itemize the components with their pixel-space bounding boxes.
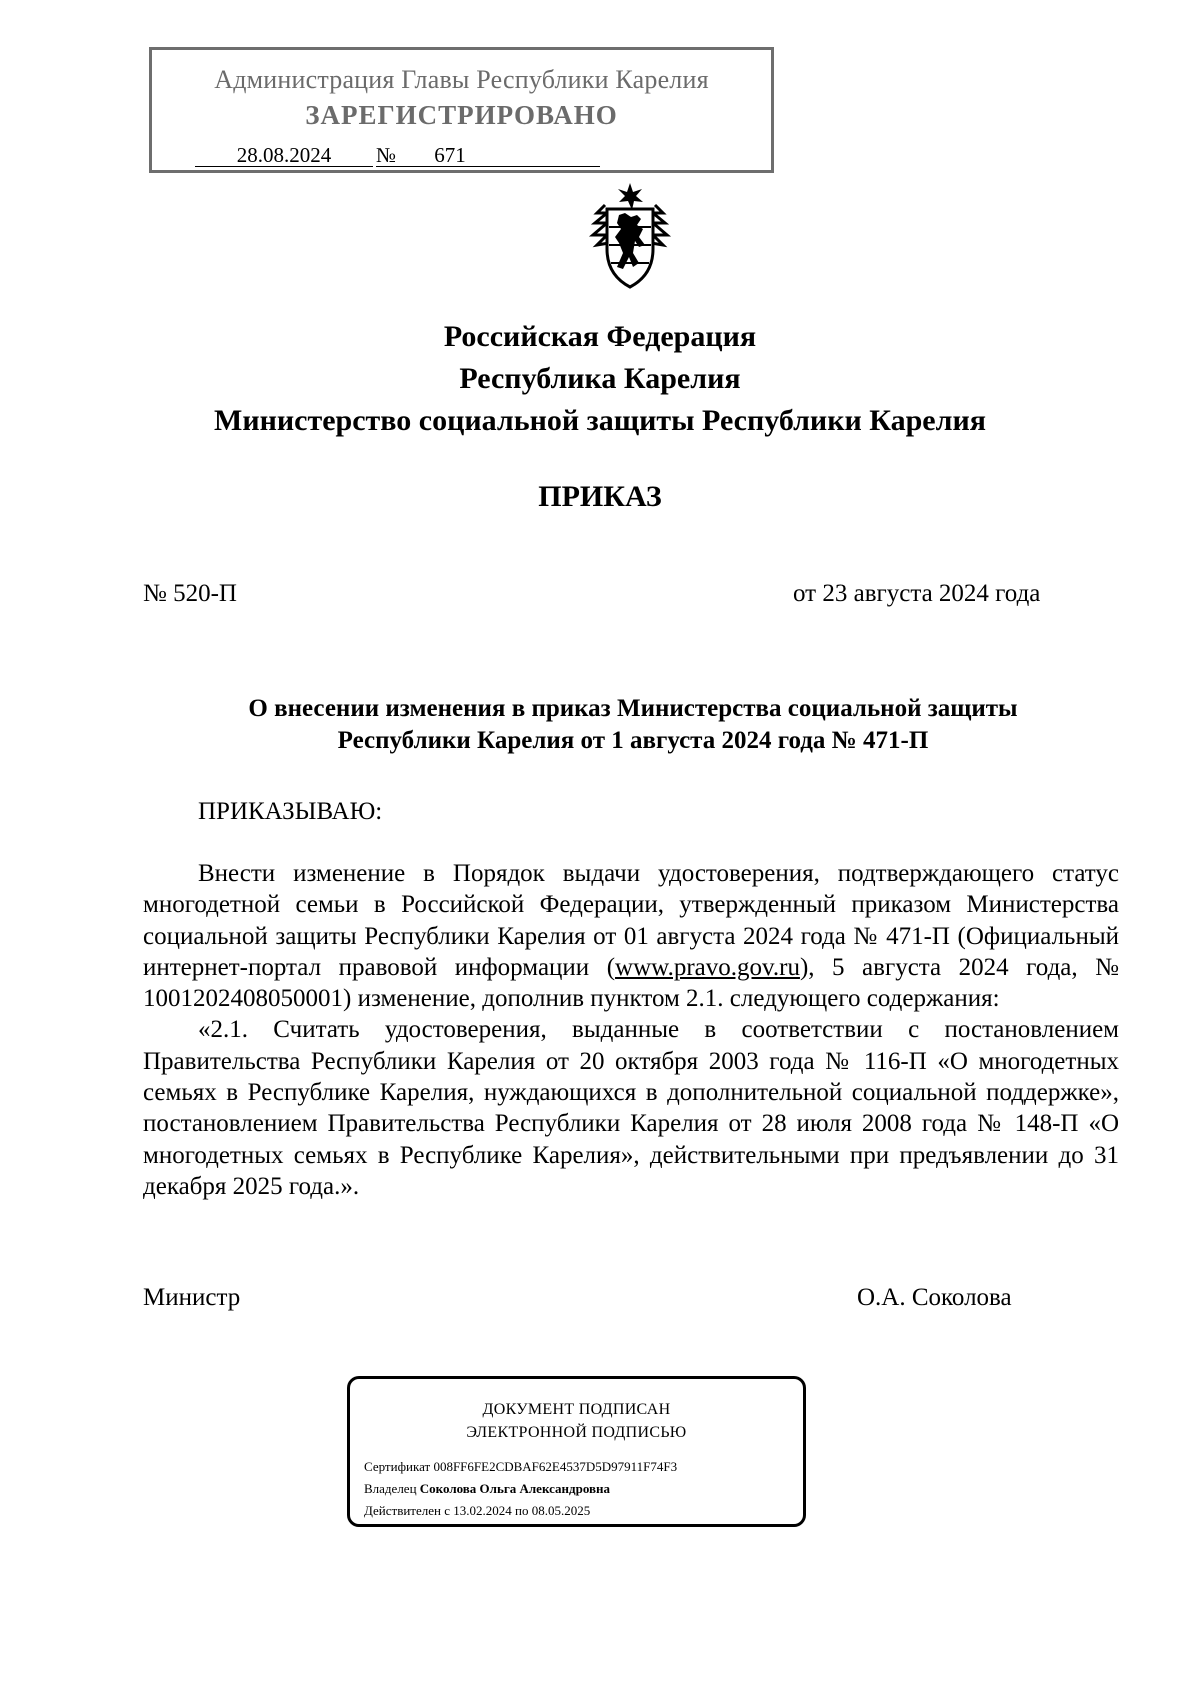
signatory-name: О.А. Соколова [857,1284,1012,1311]
e-signature-validity: Действителен с 13.02.2024 по 08.05.2025 [364,1503,591,1518]
order-number: № 520-П [143,580,237,607]
e-signature-box [347,1376,806,1527]
e-signature-owner: Владелец Соколова Ольга Александровна [364,1481,611,1496]
order-verb: ПРИКАЗЫВАЮ: [198,798,383,825]
stamp-authority: Администрация Главы Республики Карелия [214,65,709,94]
header-country: Российская Федерация [443,320,757,353]
header-republic: Республика Карелия [459,362,741,395]
header-ministry: Министерство социальной защиты Республики Карелия [214,404,986,437]
e-signature-title-2: ЭЛЕКТРОННОЙ ПОДПИСЬЮ [466,1424,687,1441]
document-type: ПРИКАЗ [538,480,662,513]
body-paragraph-2: «2.1. Считать удостоверения, выданные в соответствии с постановлением Правительства Республики Карелия от 20 октября 2003 года № 116-П «О многодетных семьях в Республике Карелия, нуждающихся в дополнительной социальной поддержке», постановлением Правительства Республики Карелия от 28 июля 2008 года № 148-П «О многодетных семьях в Республике Карелия», действительными при предъявлении до 31 декабря 2025 года.». [143,1016,1119,1200]
signatory-title: Министр [143,1284,241,1311]
stamp-number: 671 [434,143,466,167]
subject-line-1: О внесении изменения в приказ Министерства социальной защиты [248,695,1018,722]
stamp-status: ЗАРЕГИСТРИРОВАНО [305,100,618,130]
order-date: от 23 августа 2024 года [793,580,1041,607]
stamp-date: 28.08.2024 [195,144,373,167]
order-body [143,858,1119,1202]
e-signature-title-1: ДОКУМЕНТ ПОДПИСАН [482,1401,671,1418]
subject-line-2: Республики Карелия от 1 августа 2024 года № 471-П [337,727,929,754]
stamp-number-field [400,144,600,167]
pravo-link[interactable]: www.pravo.gov.ru [615,953,800,981]
karelia-coat-of-arms-icon [587,183,673,291]
registration-stamp [149,47,774,173]
stamp-number-label: № [376,144,400,167]
e-signature-certificate: Сертификат 008FF6FE2CDBAF62E4537D5D97911F74F3 [364,1459,678,1474]
body-paragraph-1: Внести изменение в Порядок выдачи удостоверения, подтверждающего статус многодетной семьи в Российской Федерации, утвержденный приказом Министерства социальной защиты Республики Карелия от 01 августа 2024 года № 471-П (Официальный интернет-портал правовой информации (www.pravo.gov.ru), 5 августа 2024 года, № 1001202408050001) изменение, дополнив пунктом 2.1. следующего содержания: [143,860,1120,1013]
